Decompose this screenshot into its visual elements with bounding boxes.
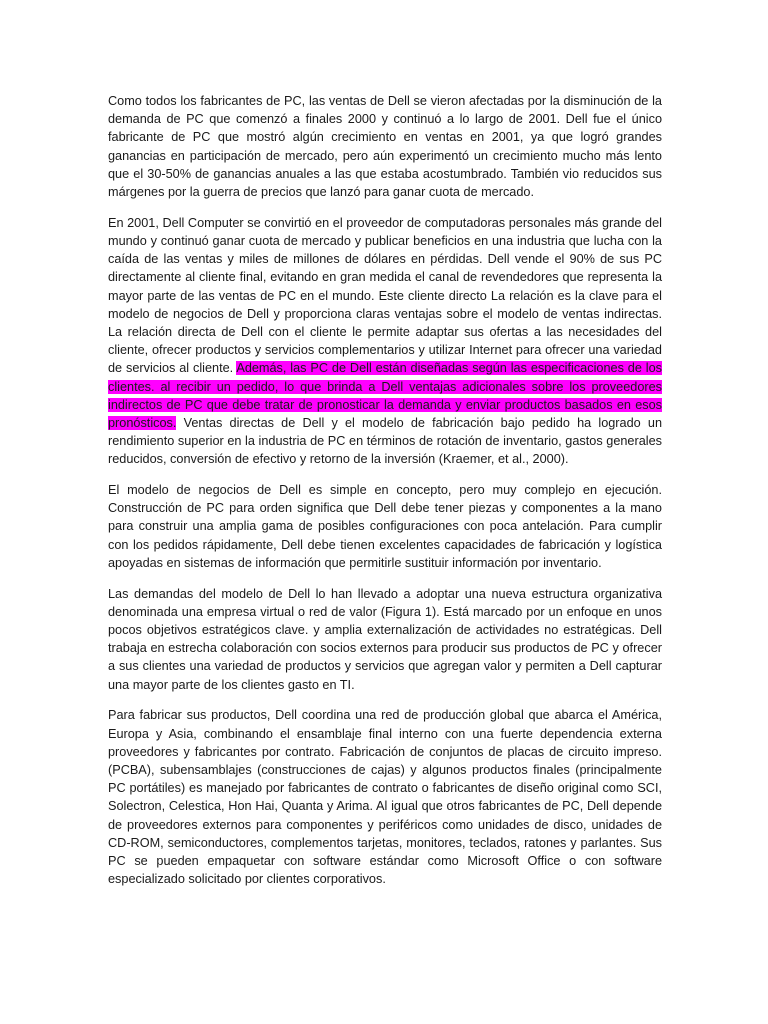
paragraph-1: Como todos los fabricantes de PC, las ventas de Dell se vieron afectadas por la disminución de la demanda de PC que comenzó a finales 2000 y continuó a lo largo de 2001. Dell fue el único fabricante de PC que mostró algún crecimiento en ventas en 2001, ya que logró grandes ganancias en participación de mercado, pero aún experimentó un crecimiento mucho más lento que el 30-50% de ganancias anuales a las que estaba acostumbrado. También vio reducidos sus márgenes por la guerra de precios que lanzó para ganar cuota de mercado. <box>108 94 662 200</box>
paragraph-2-text-after: Ventas directas de Dell y el modelo de fabricación bajo pedido ha logrado un rendimiento superior en la industria de PC en términos de rotación de inventario, gastos generales reducidos, conversión de efectivo y retorno de la inversión (Kraemer, et al., 2000). <box>108 415 662 467</box>
paragraph-2 <box>108 214 662 469</box>
highlighted-text: Además, las PC de Dell están diseñadas según las especificaciones de los clientes. al recibir un pedido, lo que brinda a Dell ventajas adicionales sobre los proveedores indirectos de PC que debe tratar de pronosticar la demanda y enviar productos basados en esos pronósticos. <box>108 361 663 430</box>
document-body <box>108 92 662 901</box>
paragraph-4: Las demandas del modelo de Dell lo han llevado a adoptar una nueva estructura organizativa denominada una empresa virtual o red de valor (Figura 1). Está marcado por un enfoque en unos pocos objetivos estratégicos clave. y amplia externalización de actividades no estratégicas. Dell trabaja en estrecha colaboración con socios externos para producir sus productos de PC y ofrecer a sus clientes una variedad de productos y servicios que agregan valor y permiten a Dell capturar una mayor parte de los clientes gasto en TI. <box>108 586 662 692</box>
paragraph-2-text-before: En 2001, Dell Computer se convirtió en el proveedor de computadoras personales más grande del mundo y continuó ganar cuota de mercado y publicar beneficios en una industria que lucha con la caída de las ventas y miles de millones de dólares en pérdidas. Dell vende el 90% de sus PC directamente al cliente final, evitando en gran medida el canal de revendedores que representa la mayor parte de las ventas de PC en el mundo. Este cliente directo La relación es la clave para el modelo de negocios de Dell y proporciona claras ventajas sobre el modelo de ventas indirectas. La relación directa de Dell con el cliente le permite adaptar sus ofertas a las necesidades del cliente, ofrecer productos y servicios complementarios y utilizar Internet para ofrecer una variedad de servicios al cliente. <box>108 215 662 376</box>
paragraph-3: El modelo de negocios de Dell es simple en concepto, pero muy complejo en ejecución. Construcción de PC para orden significa que Dell debe tener piezas y componentes a la mano para construir una amplia gama de posibles configuraciones con poca antelación. Para cumplir con los pedidos rápidamente, Dell debe tienen excelentes capacidades de fabricación y logística apoyadas en sistemas de información que permitirle sustituir información por inventario. <box>108 483 662 570</box>
paragraph-5: Para fabricar sus productos, Dell coordina una red de producción global que abarca el América, Europa y Asia, combinando el ensamblaje final interno con una fuerte dependencia externa proveedores y fabricantes por contrato. Fabricación de conjuntos de placas de circuito impreso. (PCBA), subensamblajes (construcciones de cajas) y algunos productos finales (principalmente PC portátiles) es manejado por fabricantes de contrato o fabricantes de diseño original como SCI, Solectron, Celestica, Hon Hai, Quanta y Arima. Al igual que otros fabricantes de PC, Dell depende de proveedores externos para componentes y periféricos como unidades de disco, unidades de CD-ROM, semiconductores, complementos tarjetas, monitores, teclados, ratones y parlantes. Sus PC se pueden empaquetar con software estándar como Microsoft Office o con software especializado solicitado por clientes corporativos. <box>108 708 662 887</box>
